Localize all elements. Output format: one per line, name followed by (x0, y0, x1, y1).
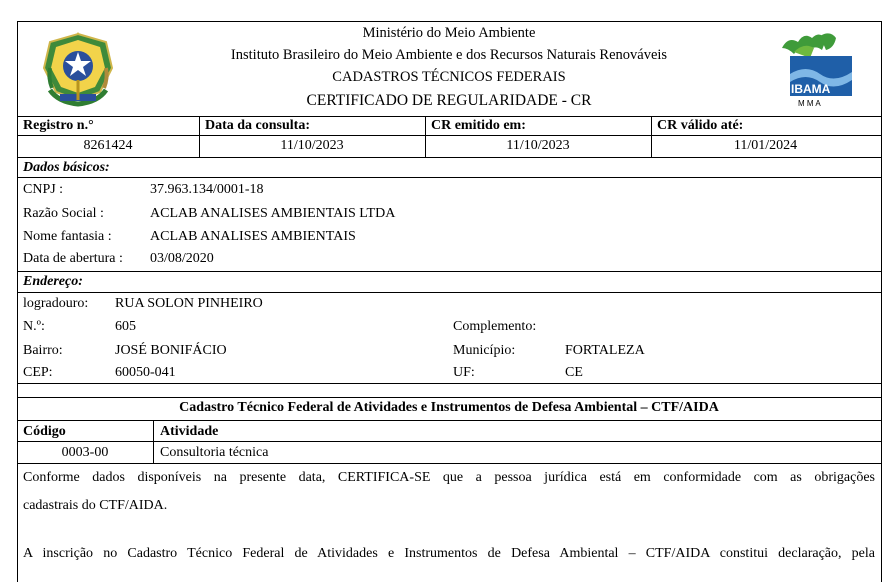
declaration-text-line: A inscrição no Cadastro Técnico Federal de Atividades e Instrumentos de Defesa Ambiental – CTF/AIDA constitui declaração, pela (23, 546, 875, 561)
certificate-title: CERTIFICADO DE REGULARIDADE - CR (306, 92, 592, 109)
atividade-cell: Consultoria técnica (160, 445, 269, 460)
data-abertura-label: Data de abertura : (23, 251, 123, 266)
endereco-heading: Endereço: (23, 274, 83, 289)
registry-title: CADASTROS TÉCNICOS FEDERAIS (332, 69, 566, 85)
numero-value: 605 (115, 319, 136, 334)
divider (17, 116, 881, 117)
mma-logo-text: M M A (798, 99, 821, 108)
nome-fantasia-value: ACLAB ANALISES AMBIENTAIS (150, 229, 356, 244)
divider (17, 383, 881, 384)
nome-fantasia-label: Nome fantasia : (23, 229, 112, 244)
atividade-header: Atividade (160, 424, 219, 439)
data-abertura-value: 03/08/2020 (150, 251, 214, 266)
cep-value: 60050-041 (115, 365, 176, 380)
emitido-label: CR emitido em: (431, 118, 526, 133)
divider (17, 177, 881, 178)
divider (17, 135, 881, 136)
bairro-value: JOSÉ BONIFÁCIO (115, 343, 227, 358)
valido-label: CR válido até: (657, 118, 744, 133)
uf-label: UF: (453, 365, 475, 380)
cnpj-value: 37.963.134/0001-18 (150, 182, 264, 197)
ministry-name: Ministério do Meio Ambiente (362, 25, 536, 41)
divider (17, 292, 881, 293)
divider (17, 157, 881, 158)
divider (17, 271, 881, 272)
bairro-label: Bairro: (23, 343, 63, 358)
consulta-label: Data da consulta: (205, 118, 311, 133)
numero-label: N.º: (23, 319, 45, 334)
cep-label: CEP: (23, 365, 53, 380)
dados-basicos-heading: Dados básicos: (23, 160, 110, 175)
emitido-value: 11/10/2023 (506, 138, 570, 153)
municipio-value: FORTALEZA (565, 343, 645, 358)
codigo-cell: 0003-00 (61, 445, 109, 460)
divider (17, 463, 881, 464)
cnpj-label: CNPJ : (23, 182, 64, 197)
institute-name: Instituto Brasileiro do Meio Ambiente e dos Recursos Naturais Renováveis (230, 47, 668, 63)
logradouro-value: RUA SOLON PINHEIRO (115, 296, 263, 311)
uf-value: CE (565, 365, 583, 380)
razao-social-label: Razão Social : (23, 206, 104, 221)
divider (17, 441, 881, 442)
municipio-label: Município: (453, 343, 516, 358)
divider (17, 420, 881, 421)
logradouro-label: logradouro: (23, 296, 89, 311)
certification-text-line: Conforme dados disponíveis na presente data, CERTIFICA-SE que a pessoa jurídica está em conformidade com as obrigações (23, 470, 875, 485)
valido-value: 11/01/2024 (733, 138, 798, 153)
divider (17, 397, 881, 398)
codigo-header: Código (23, 424, 66, 439)
consulta-value: 11/10/2023 (280, 138, 344, 153)
ibama-logo-text: IBAMA (791, 82, 831, 96)
registro-value: 8261424 (83, 138, 133, 153)
registro-label: Registro n.° (23, 118, 94, 133)
ctf-aida-title: Cadastro Técnico Federal de Atividades e Instrumentos de Defesa Ambiental – CTF/AIDA (179, 400, 719, 415)
razao-social-value: ACLAB ANALISES AMBIENTAIS LTDA (150, 206, 396, 221)
certification-text-line: cadastrais do CTF/AIDA. (23, 498, 168, 513)
complemento-label: Complemento: (453, 319, 537, 334)
